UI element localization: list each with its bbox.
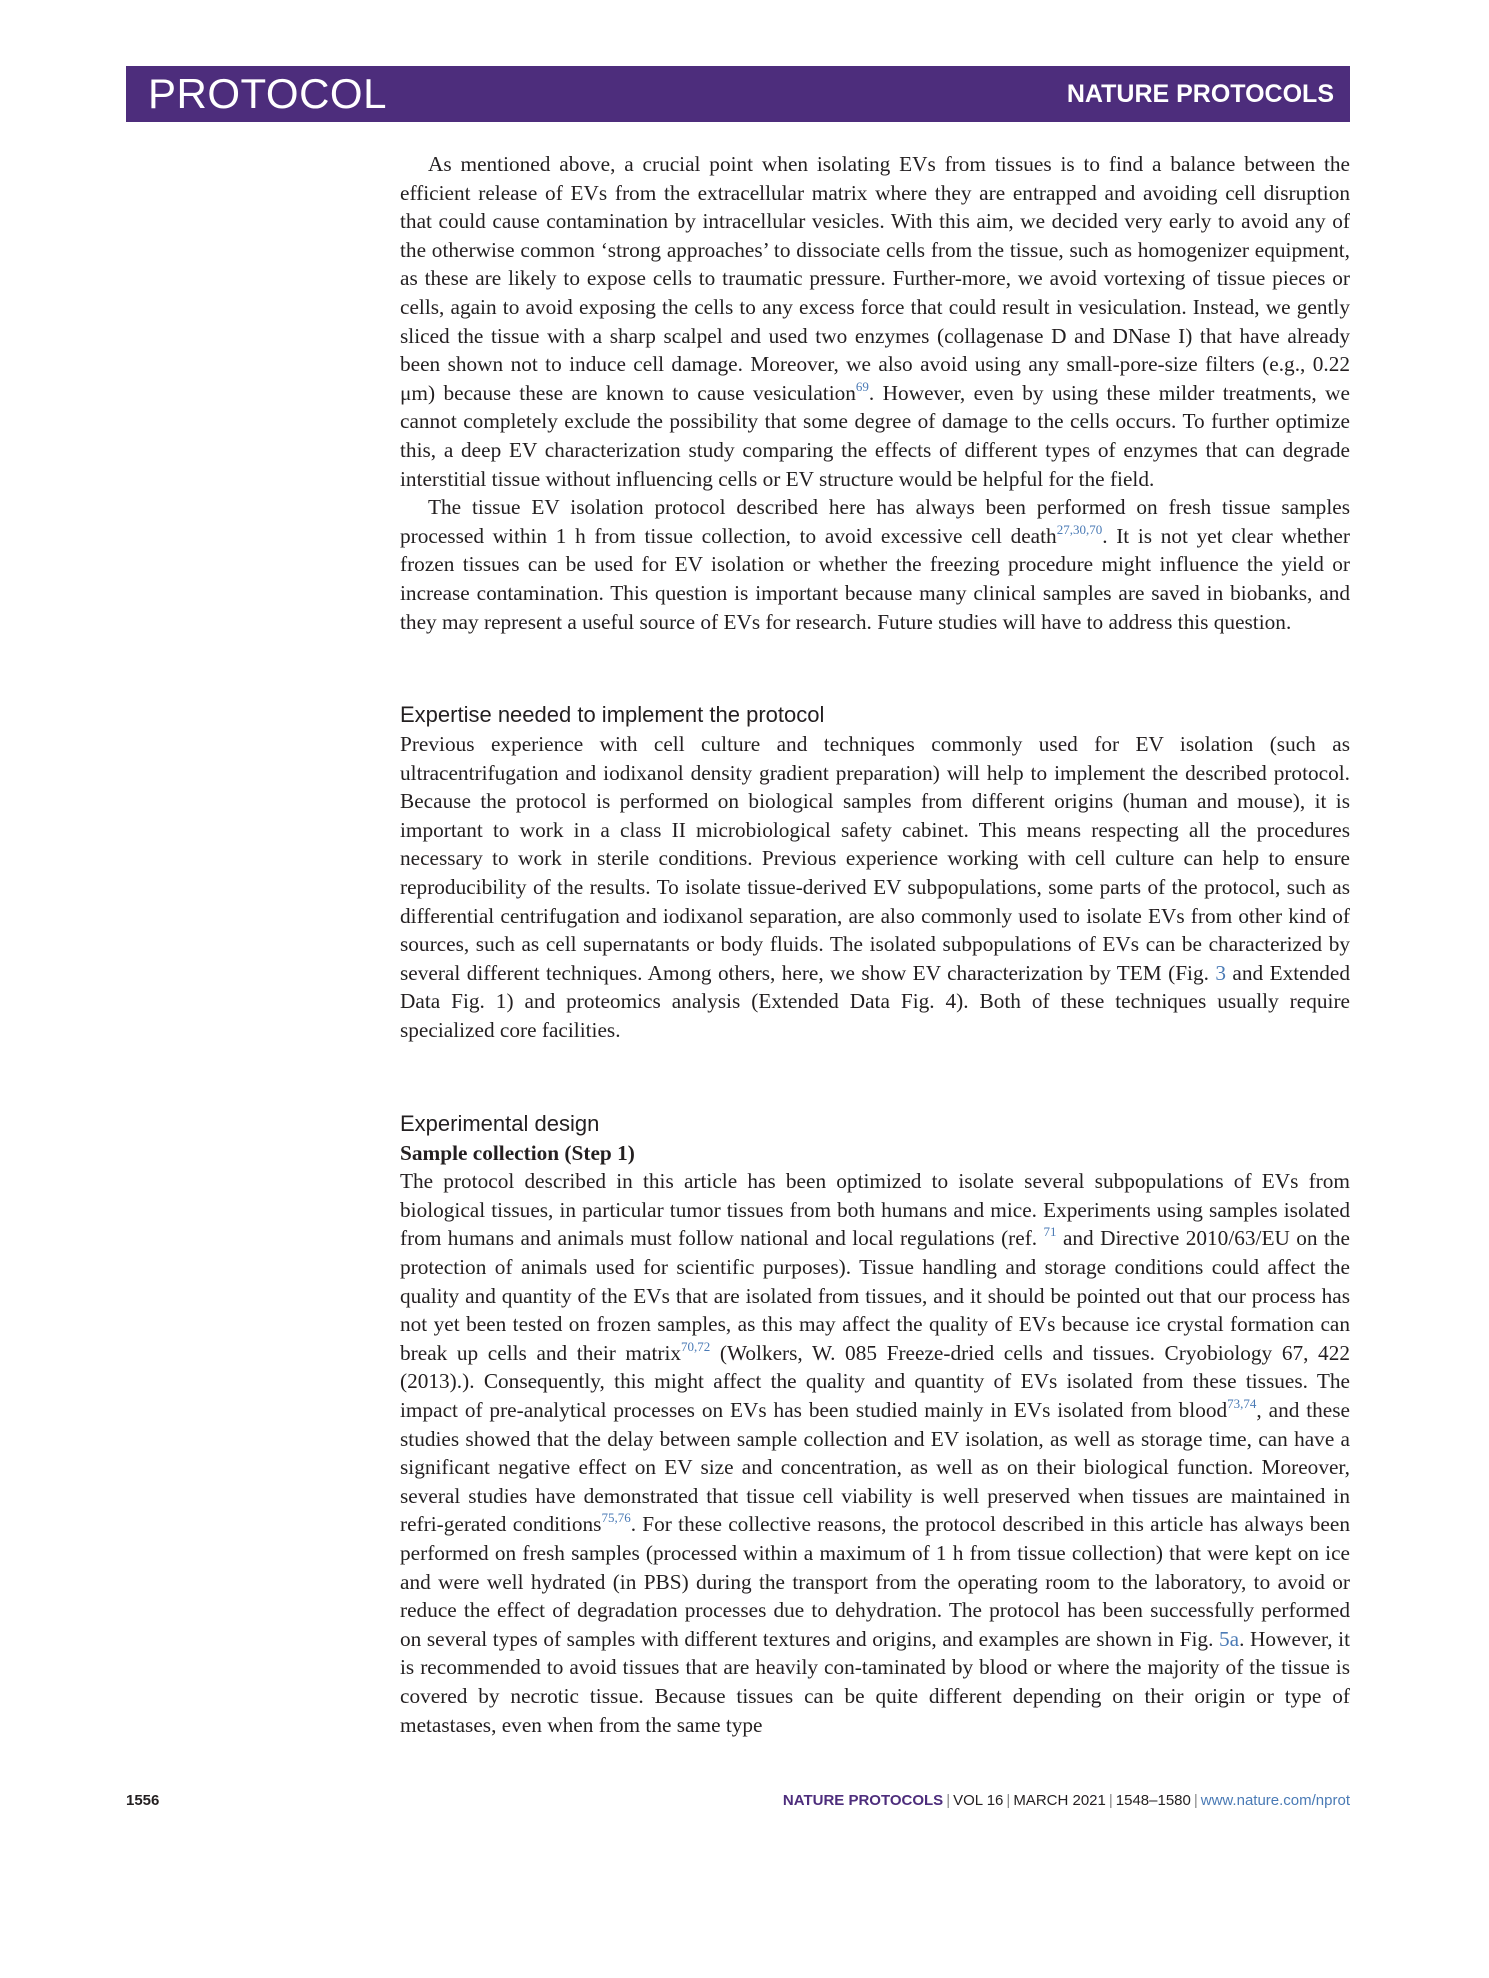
page-header	[126, 66, 1350, 122]
figure-link[interactable]: 3	[1215, 960, 1227, 985]
citation-link[interactable]: 71	[1043, 1224, 1057, 1240]
footer-url[interactable]: www.nature.com/nprot	[1200, 1792, 1350, 1809]
section-label: PROTOCOL	[148, 70, 387, 117]
citation-link[interactable]: 75,76	[601, 1510, 631, 1526]
citation-link[interactable]: 27,30,70	[1056, 521, 1103, 537]
footer-pages: 1548–1580	[1115, 1792, 1191, 1809]
page-footer	[126, 1792, 1350, 1818]
citation-link[interactable]: 69	[855, 378, 869, 394]
article-body	[400, 150, 1350, 1739]
heading-expertise: Expertise needed to implement the protocol	[400, 702, 825, 728]
paragraph-ev-release: As mentioned above, a crucial point when isolating EVs from tissues is to find a balance between the efficient release of EVs from the extracellular matrix where they are entrapped and avoiding cell disruption that could cause contamination by intracellular vesicles. With this aim, we decided very early to avoid any of the otherwise common ‘strong approaches’ to dissociate cells from the tissue, such as homogenizer equipment, as these are likely to expose cells to traumatic pressure. Further-more, we avoid vortexing of tissue pieces or cells, again to avoid exposing the cells to any excess force that could result in vesiculation. Instead, we gently sliced the tissue with a sharp scalpel and used two enzymes (collagenase D and DNase I) that have already been shown not to induce cell damage. Moreover, we also avoid using any small-pore-size filters (e.g., 0.22 μm) because these are known to cause vesiculation$^{69}$. However, even by using these milder treatments, we cannot completely exclude the possibility that some degree of damage to the cells occurs. To further optimize this, a deep EV characterization study comparing the effects of different types of enzymes that can degrade interstitial tissue without influencing cells or EV structure would be helpful for the field.	[400, 152, 1350, 491]
footer-volume: VOL 16	[953, 1792, 1004, 1809]
footer-date: MARCH 2021	[1013, 1792, 1106, 1809]
heading-experimental-design: Experimental design	[400, 1110, 600, 1136]
citation-link[interactable]: 70,72	[681, 1338, 711, 1354]
paragraph-sample-collection: The protocol described in this article has been optimized to isolate several subpopulations of EVs from biological tissues, in particular tumor tissues from both humans and mice. Experiments using samples isolated from humans and animals must follow national and local regulations (ref. $^{71}$ and Directive 2010/63/EU on the protection of animals used for scientific purposes). Tissue handling and storage conditions could affect the quality and quantity of the EVs that are isolated from tissues, and it should be pointed out that our process has not yet been tested on frozen samples, as this may affect the quality of EVs because ice crystal formation can break up cells and their matrix$^{70,72}$ (Wolkers, W. 085 Freeze-dried cells and tissues. Cryobiology 67, 422 (2013).). Consequently, this might affect the quality and quantity of EVs isolated from these tissues. The impact of pre-analytical processes on EVs has been studied mainly in EVs isolated from blood$^{73,74}$, and these studies showed that the delay between sample collection and EV isolation, as well as storage time, can have a significant negative effect on EV size and concentration, as well as on their biological function. Moreover, several studies have demonstrated that tissue cell viability is well preserved when tissues are maintained in refri-gerated conditions$^{75,76}$. For these collective reasons, the protocol described in this article has always been performed on fresh samples (processed within a maximum of 1 h from tissue collection) that were kept on ice and were well hydrated (in PBS) during the transport from the operating room to the laboratory, to avoid or reduce the effect of degradation processes due to dehydration. The protocol has been successfully performed on several types of samples with different textures and origins, and examples are shown in Fig. 5a. However, it is recommended to avoid tissues that are heavily con-taminated by blood or where the majority of the tissue is covered by necrotic tissue. Because tissues can be quite different depending on their origin or type of metastases, even when from the same type	[400, 1169, 1351, 1737]
figure-link[interactable]: 5a	[1219, 1626, 1240, 1651]
footer-journal: NATURE PROTOCOLS	[782, 1792, 944, 1809]
page-number: 1556	[126, 1792, 160, 1809]
subheading-sample-collection: Sample collection (Step 1)	[400, 1140, 635, 1165]
citation-link[interactable]: 73,74	[1227, 1395, 1257, 1411]
journal-label: NATURE PROTOCOLS	[1066, 80, 1334, 108]
paragraph-expertise: Previous experience with cell culture and techniques commonly used for EV isolation (such as ultracentrifugation and iodixanol density gradient preparation) will help to implement the described protocol. Because the protocol is performed on biological samples from different origins (human and mouse), it is important to work in a class II microbiological safety cabinet. This means respecting all the procedures necessary to work in sterile conditions. Previous experience working with cell culture can help to ensure reproducibility of the results. To isolate tissue-derived EV subpopulations, some parts of the protocol, such as differential centrifugation and iodixanol separation, are also commonly used to isolate EVs from other kind of sources, such as cell supernatants or body fluids. The isolated subpopulations of EVs can be characterized by several different techniques. Among others, here, we show EV characterization by TEM (Fig. 3 and Extended Data Fig. 1) and proteomics analysis (Extended Data Fig. 4). Both of these techniques usually require specialized core facilities.	[400, 732, 1350, 1043]
journal-citation: NATURE PROTOCOLS | VOL 16 | MARCH 2021 | 1548–1580 | www.nature.com/nprot	[782, 1792, 1350, 1809]
paragraph-fresh-tissue: The tissue EV isolation protocol described here has always been performed on fresh tissue samples processed within 1 h from tissue collection, to avoid excessive cell death$^{27,30,70}$. It is not yet clear whether frozen tissues can be used for EV isolation or whether the freezing procedure might influence the yield or increase contamination. This question is important because many clinical samples are saved in biobanks, and they may represent a useful source of EVs for research. Future studies will have to address this question.	[400, 495, 1350, 634]
